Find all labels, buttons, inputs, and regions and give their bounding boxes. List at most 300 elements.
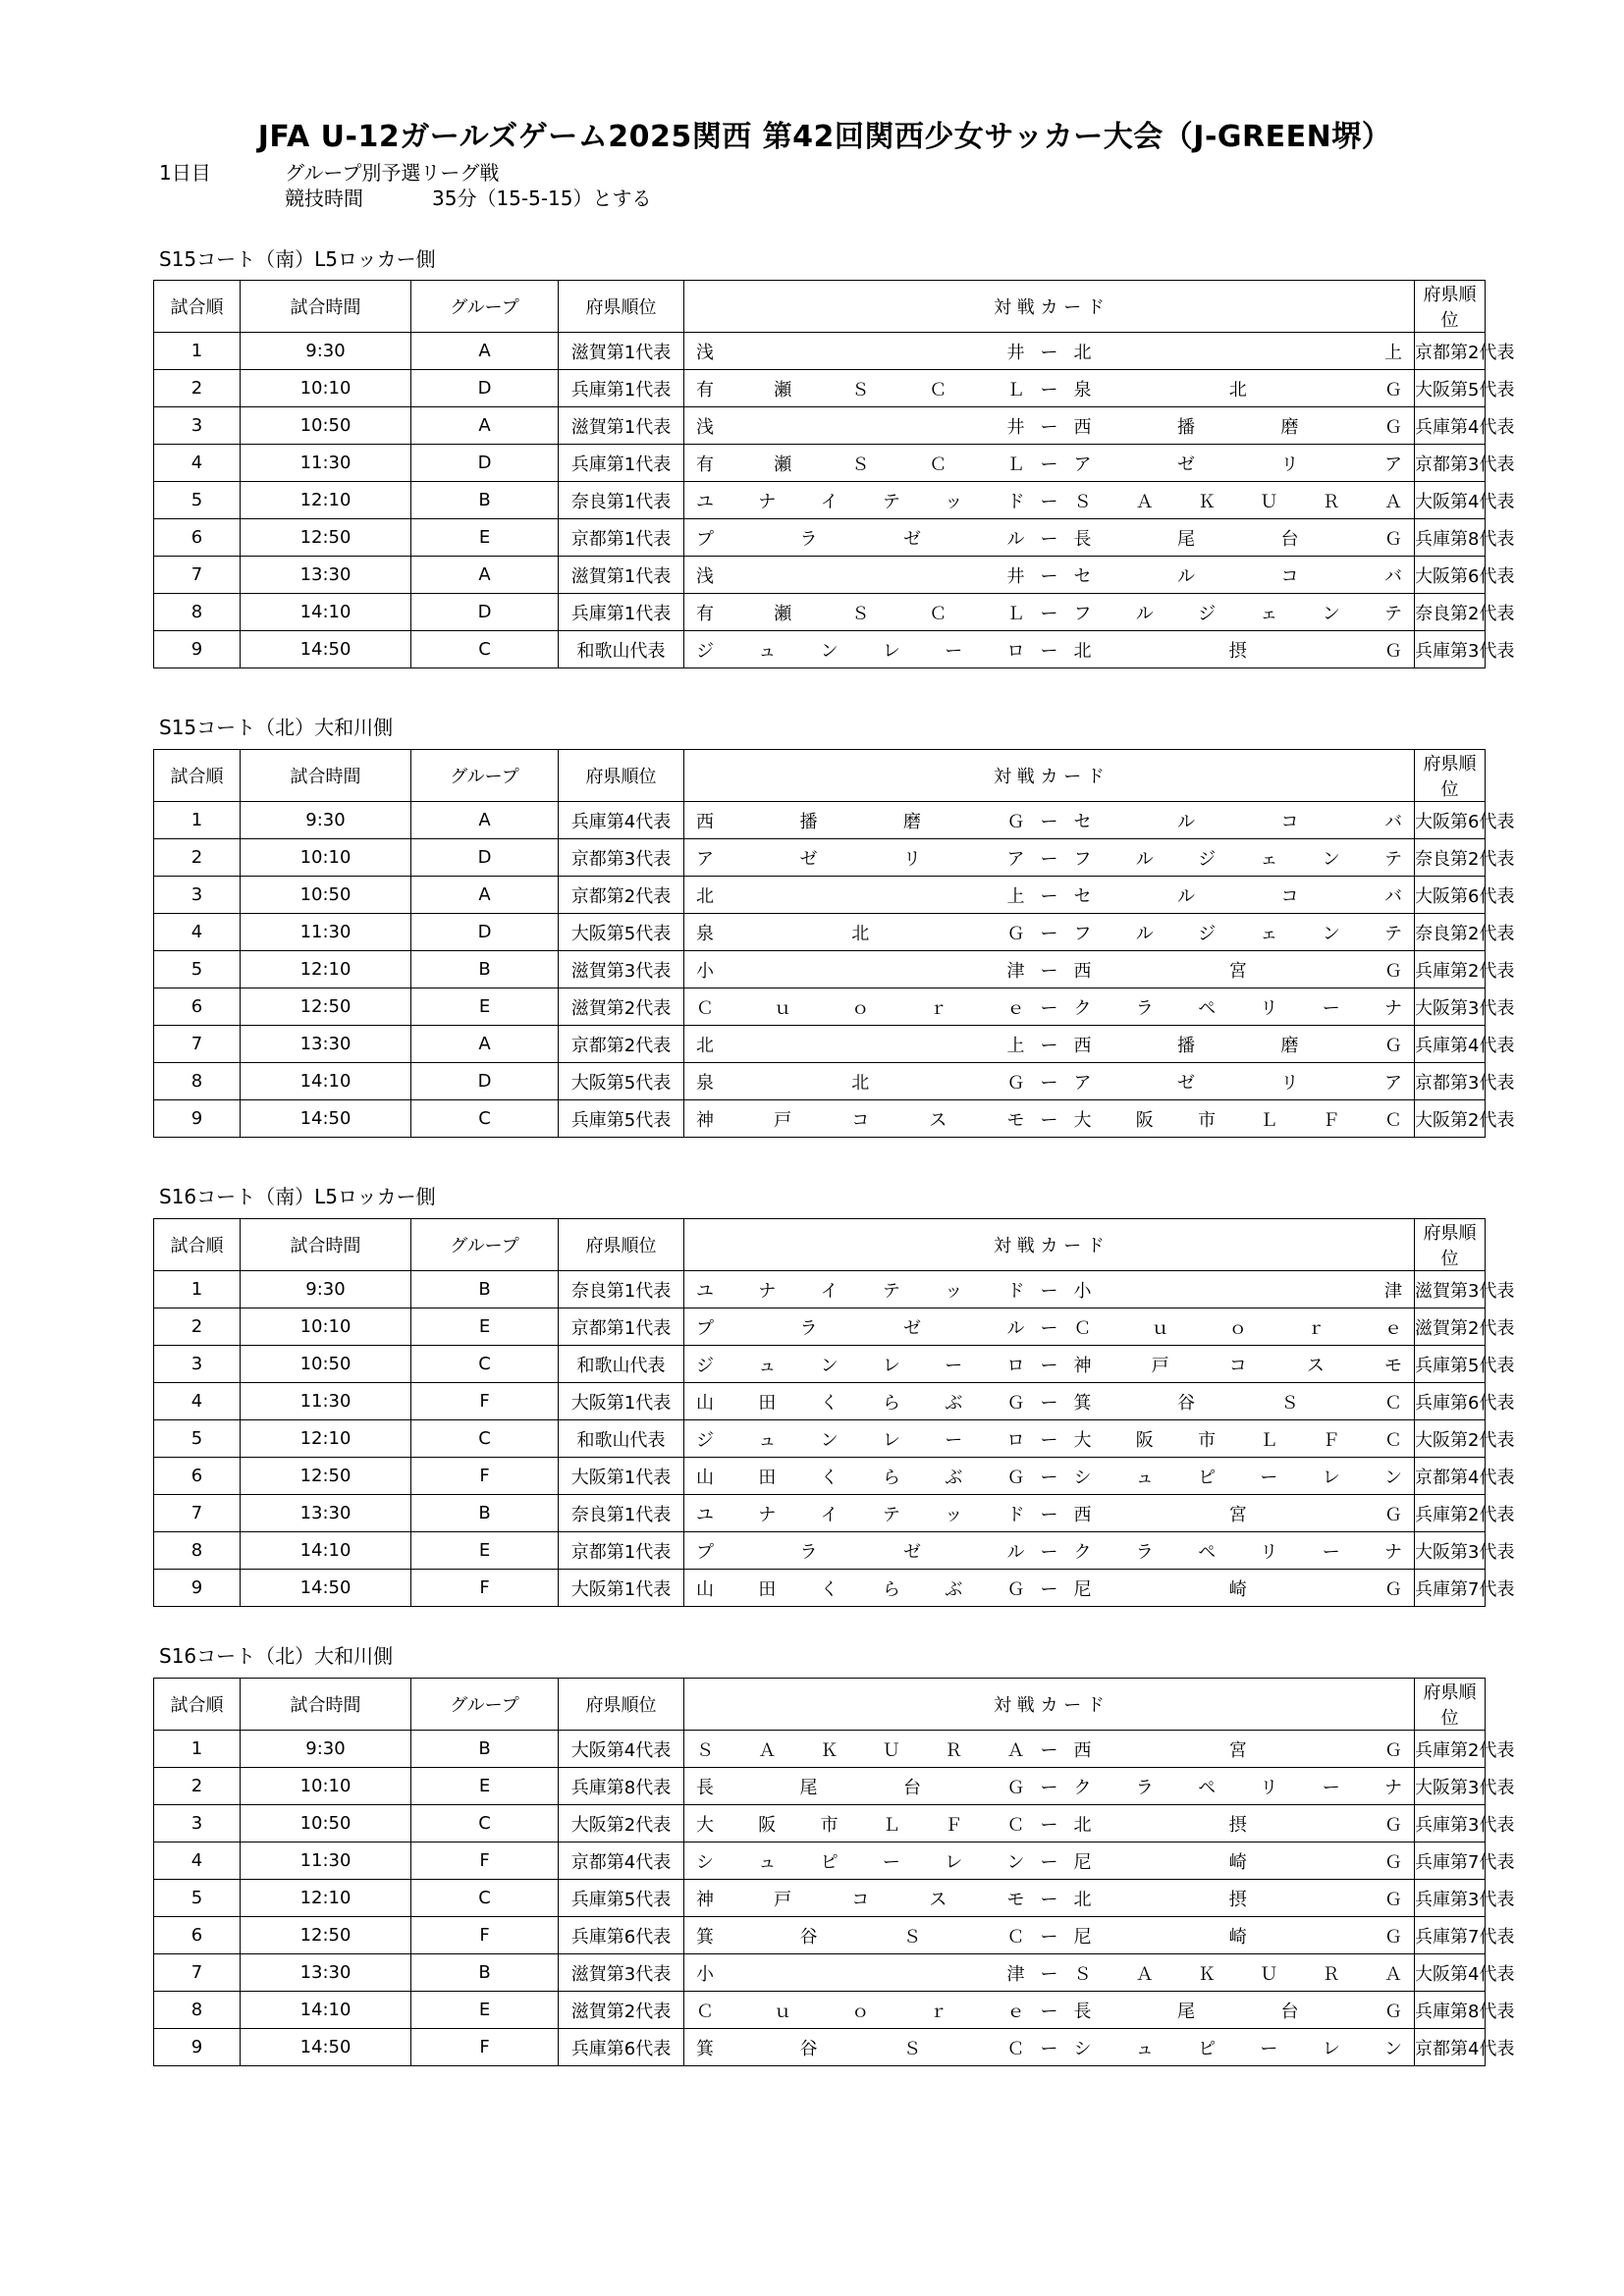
table-row: [154, 1842, 1486, 1880]
match-order: 4: [154, 1842, 241, 1880]
match-card-content: [696, 1811, 1402, 1837]
home-team-name: 泉 北 Ｇ: [696, 1072, 1025, 1094]
home-team-name: 浅 井: [696, 565, 1025, 587]
group: F: [411, 1570, 559, 1607]
versus-dash: ー: [1040, 923, 1058, 944]
header-row: [154, 1219, 1486, 1271]
header-match-time: 試合時間: [241, 281, 411, 333]
home-team-name: 有 瀬 Ｓ Ｃ Ｌ: [696, 603, 1025, 624]
match-card: [684, 914, 1415, 951]
match-time: 14:10: [241, 1992, 411, 2029]
match-time: 14:10: [241, 1532, 411, 1570]
match-card-content: [696, 376, 1402, 401]
group: E: [411, 1308, 559, 1346]
match-card-content: [696, 808, 1402, 833]
match-card-content: [696, 525, 1402, 551]
away-team-name: 長 尾 台 Ｇ: [1073, 528, 1402, 550]
table-row: [154, 1532, 1486, 1570]
home-rank: 奈良第1代表: [559, 482, 684, 519]
match-card: [684, 1495, 1415, 1532]
match-time: 9:30: [241, 1731, 411, 1768]
match-card: [684, 1458, 1415, 1495]
match-order: 2: [154, 1308, 241, 1346]
home-team-name: 有 瀬 Ｓ Ｃ Ｌ: [696, 379, 1025, 400]
away-rank: 兵庫第6代表: [1415, 1383, 1486, 1420]
match-card: [684, 877, 1415, 914]
match-card: [684, 1842, 1415, 1880]
home-team-name: プ ラ ゼ ル: [696, 1541, 1025, 1563]
table-row: [154, 1570, 1486, 1607]
away-team-name: 西 宮 Ｇ: [1073, 1739, 1402, 1761]
away-rank: 大阪第6代表: [1415, 877, 1486, 914]
away-team-name: 泉 北 Ｇ: [1073, 379, 1402, 400]
match-order: 6: [154, 519, 241, 557]
home-rank: 滋賀第3代表: [559, 951, 684, 988]
match-card-content: [696, 1032, 1402, 1057]
match-card: [684, 1420, 1415, 1458]
match-order: 4: [154, 1383, 241, 1420]
home-team-name: 長 尾 台 Ｇ: [696, 1777, 1025, 1798]
group: F: [411, 1383, 559, 1420]
match-time: 13:30: [241, 557, 411, 594]
match-card-content: [696, 339, 1402, 364]
table-row: [154, 1420, 1486, 1458]
away-team-name: Ｃ ｕ ｏ ｒ ｅ: [1073, 1317, 1402, 1339]
match-card-content: [696, 1314, 1402, 1340]
table-row: [154, 1880, 1486, 1917]
home-rank: 兵庫第1代表: [559, 445, 684, 482]
home-team-name: シ ュ ピ ー レ ン: [696, 1851, 1025, 1873]
away-rank: 兵庫第8代表: [1415, 1992, 1486, 2029]
match-card-content: [696, 413, 1402, 439]
table-row: [154, 1308, 1486, 1346]
match-card-content: [696, 1277, 1402, 1303]
table-row: [154, 370, 1486, 407]
table-row: [154, 333, 1486, 370]
match-order: 3: [154, 1805, 241, 1842]
away-team-name: ク ラ ペ リ ー ナ: [1073, 1777, 1402, 1798]
group: D: [411, 1063, 559, 1100]
match-card: [684, 1768, 1415, 1805]
table-row: [154, 1731, 1486, 1768]
home-team-name: Ｃ ｕ ｏ ｒ ｅ: [696, 997, 1025, 1019]
away-team-name: フ ル ジ ェ ン テ: [1073, 603, 1402, 624]
match-card: [684, 951, 1415, 988]
match-card-content: [696, 1538, 1402, 1564]
match-card: [684, 407, 1415, 445]
versus-dash: ー: [1040, 1072, 1058, 1094]
match-card: [684, 1880, 1415, 1917]
versus-dash: ー: [1040, 960, 1058, 982]
group: B: [411, 482, 559, 519]
match-time: 13:30: [241, 1954, 411, 1992]
match-time: 12:50: [241, 519, 411, 557]
away-team-name: 長 尾 台 Ｇ: [1073, 2001, 1402, 2022]
home-rank: 和歌山代表: [559, 1346, 684, 1383]
match-order: 1: [154, 1731, 241, 1768]
match-order: 8: [154, 594, 241, 631]
group: E: [411, 1992, 559, 2029]
home-rank: 兵庫第1代表: [559, 594, 684, 631]
match-card-content: [696, 882, 1402, 908]
table-row: [154, 1495, 1486, 1532]
match-order: 8: [154, 1992, 241, 2029]
group: D: [411, 839, 559, 877]
home-rank: 大阪第5代表: [559, 1063, 684, 1100]
versus-dash: ー: [1040, 1578, 1058, 1600]
schedule-table: [153, 749, 1515, 1138]
match-time: 12:10: [241, 1420, 411, 1458]
section-title: S15コート（南）L5ロッカー側: [159, 247, 436, 271]
match-time: 13:30: [241, 1026, 411, 1063]
versus-dash: ー: [1040, 885, 1058, 907]
match-order: 6: [154, 1458, 241, 1495]
home-team-name: 神 戸 コ ス モ: [696, 1889, 1025, 1910]
versus-dash: ー: [1040, 528, 1058, 550]
away-team-name: 西 播 磨 Ｇ: [1073, 416, 1402, 438]
away-rank: 大阪第2代表: [1415, 1100, 1486, 1138]
group: F: [411, 2029, 559, 2066]
header-group: グループ: [411, 281, 559, 333]
match-card: [684, 1570, 1415, 1607]
group: C: [411, 1805, 559, 1842]
away-team-name: セ ル コ バ: [1073, 811, 1402, 832]
match-time: 14:50: [241, 2029, 411, 2066]
match-order: 1: [154, 333, 241, 370]
match-time: 12:10: [241, 951, 411, 988]
header-away-rank: 府県順位: [1415, 1219, 1486, 1271]
away-rank: 大阪第3代表: [1415, 988, 1486, 1026]
away-rank: 大阪第6代表: [1415, 557, 1486, 594]
match-order: 7: [154, 1026, 241, 1063]
match-card: [684, 519, 1415, 557]
group: C: [411, 1346, 559, 1383]
home-team-name: 有 瀬 Ｓ Ｃ Ｌ: [696, 454, 1025, 475]
day-label: 1日目: [159, 161, 211, 185]
home-rank: 滋賀第1代表: [559, 333, 684, 370]
match-card: [684, 594, 1415, 631]
versus-dash: ー: [1040, 565, 1058, 587]
home-team-name: ユ ナ イ テ ッ ド: [696, 1280, 1025, 1302]
home-team-name: 山 田 く ら ぶ Ｇ: [696, 1467, 1025, 1488]
group: B: [411, 1954, 559, 1992]
subtitle: グループ別予選リーグ戦: [285, 161, 500, 185]
header-match-card: 対 戦 カ ー ド: [684, 1219, 1415, 1271]
home-team-name: Ｃ ｕ ｏ ｒ ｅ: [696, 2001, 1025, 2022]
away-rank: 兵庫第4代表: [1415, 1026, 1486, 1063]
away-team-name: 尼 崎 Ｇ: [1073, 1926, 1402, 1948]
match-order: 9: [154, 2029, 241, 2066]
away-rank: 奈良第2代表: [1415, 914, 1486, 951]
match-time: 12:50: [241, 1458, 411, 1495]
match-card: [684, 445, 1415, 482]
match-time: 11:30: [241, 1383, 411, 1420]
match-card: [684, 370, 1415, 407]
match-card-content: [696, 1886, 1402, 1911]
header-match-time: 試合時間: [241, 1679, 411, 1731]
away-team-name: 尼 崎 Ｇ: [1073, 1578, 1402, 1600]
match-card-content: [696, 1352, 1402, 1377]
match-order: 4: [154, 914, 241, 951]
away-team-name: ク ラ ペ リ ー ナ: [1073, 1541, 1402, 1563]
match-order: 5: [154, 482, 241, 519]
match-order: 9: [154, 1570, 241, 1607]
away-rank: 京都第3代表: [1415, 445, 1486, 482]
group: C: [411, 1880, 559, 1917]
away-team-name: セ ル コ バ: [1073, 885, 1402, 907]
versus-dash: ー: [1040, 997, 1058, 1019]
match-time: 11:30: [241, 1842, 411, 1880]
home-team-name: 小 津: [696, 960, 1025, 982]
group: F: [411, 1842, 559, 1880]
header-row: [154, 750, 1486, 802]
versus-dash: ー: [1040, 1541, 1058, 1563]
home-rank: 兵庫第8代表: [559, 1768, 684, 1805]
away-rank: 滋賀第2代表: [1415, 1308, 1486, 1346]
table-row: [154, 2029, 1486, 2066]
group: E: [411, 988, 559, 1026]
match-order: 3: [154, 877, 241, 914]
versus-dash: ー: [1040, 1777, 1058, 1798]
home-team-name: 箕 谷 Ｓ Ｃ: [696, 2038, 1025, 2059]
match-time: 14:50: [241, 1100, 411, 1138]
section-title: S15コート（北）大和川側: [159, 716, 394, 739]
match-card: [684, 1100, 1415, 1138]
home-rank: 大阪第4代表: [559, 1731, 684, 1768]
home-rank: 兵庫第5代表: [559, 1880, 684, 1917]
group: C: [411, 1420, 559, 1458]
match-order: 1: [154, 802, 241, 839]
away-rank: 大阪第4代表: [1415, 1954, 1486, 1992]
match-card-content: [696, 1464, 1402, 1489]
away-team-name: 西 播 磨 Ｇ: [1073, 1035, 1402, 1056]
table-row: [154, 914, 1486, 951]
table-row: [154, 482, 1486, 519]
match-card-content: [696, 637, 1402, 663]
away-rank: 大阪第3代表: [1415, 1532, 1486, 1570]
home-rank: 京都第4代表: [559, 1842, 684, 1880]
match-card: [684, 482, 1415, 519]
away-rank: 兵庫第8代表: [1415, 519, 1486, 557]
match-card-content: [696, 845, 1402, 871]
match-order: 3: [154, 407, 241, 445]
table-row: [154, 445, 1486, 482]
match-card-content: [696, 488, 1402, 513]
home-rank: 京都第1代表: [559, 1532, 684, 1570]
header-row: [154, 1679, 1486, 1731]
match-card-content: [696, 1960, 1402, 1986]
match-order: 7: [154, 1954, 241, 1992]
group: B: [411, 1731, 559, 1768]
match-card: [684, 839, 1415, 877]
match-order: 7: [154, 1495, 241, 1532]
away-rank: 兵庫第2代表: [1415, 951, 1486, 988]
table-row: [154, 519, 1486, 557]
away-team-name: セ ル コ バ: [1073, 565, 1402, 587]
match-order: 5: [154, 1880, 241, 1917]
away-team-name: Ｓ Ａ Ｋ Ｕ Ｒ Ａ: [1073, 1963, 1402, 1985]
match-order: 7: [154, 557, 241, 594]
away-rank: 京都第3代表: [1415, 1063, 1486, 1100]
versus-dash: ー: [1040, 416, 1058, 438]
away-rank: 兵庫第5代表: [1415, 1346, 1486, 1383]
page-title: JFA U-12ガールズゲーム2025関西 第42回関西少女サッカー大会（J-GREEN堺）: [257, 120, 1392, 154]
away-rank: 兵庫第2代表: [1415, 1495, 1486, 1532]
header-match-time: 試合時間: [241, 1219, 411, 1271]
table-row: [154, 1346, 1486, 1383]
versus-dash: ー: [1040, 1355, 1058, 1376]
away-team-name: 神 戸 コ ス モ: [1073, 1355, 1402, 1376]
match-card: [684, 1532, 1415, 1570]
match-time: 14:10: [241, 594, 411, 631]
group: B: [411, 1495, 559, 1532]
group: A: [411, 802, 559, 839]
match-card-content: [696, 1998, 1402, 2023]
away-team-name: 北 摂 Ｇ: [1073, 1814, 1402, 1836]
match-card: [684, 557, 1415, 594]
match-card-content: [696, 920, 1402, 945]
match-card-content: [696, 1069, 1402, 1095]
table-row: [154, 802, 1486, 839]
home-team-name: Ｓ Ａ Ｋ Ｕ Ｒ Ａ: [696, 1739, 1025, 1761]
away-team-name: Ｓ Ａ Ｋ Ｕ Ｒ Ａ: [1073, 491, 1402, 512]
away-rank: 兵庫第7代表: [1415, 1570, 1486, 1607]
home-team-name: プ ラ ゼ ル: [696, 1317, 1025, 1339]
home-team-name: ユ ナ イ テ ッ ド: [696, 1504, 1025, 1525]
table-row: [154, 1768, 1486, 1805]
match-order: 2: [154, 370, 241, 407]
versus-dash: ー: [1040, 640, 1058, 662]
home-team-name: ア ゼ リ ア: [696, 848, 1025, 870]
home-team-name: ジ ュ ン レ ー ロ: [696, 1429, 1025, 1451]
match-card-content: [696, 1736, 1402, 1762]
home-rank: 大阪第1代表: [559, 1458, 684, 1495]
home-rank: 京都第2代表: [559, 1026, 684, 1063]
home-rank: 滋賀第3代表: [559, 1954, 684, 1992]
away-team-name: 小 津: [1073, 1280, 1402, 1302]
versus-dash: ー: [1040, 848, 1058, 870]
home-rank: 大阪第1代表: [559, 1383, 684, 1420]
match-card: [684, 988, 1415, 1026]
away-rank: 兵庫第3代表: [1415, 631, 1486, 668]
home-rank: 大阪第1代表: [559, 1570, 684, 1607]
home-rank: 兵庫第6代表: [559, 2029, 684, 2066]
away-rank: 京都第2代表: [1415, 333, 1486, 370]
away-team-name: フ ル ジ ェ ン テ: [1073, 848, 1402, 870]
match-order: 5: [154, 951, 241, 988]
match-time: 14:50: [241, 1570, 411, 1607]
away-team-name: 西 宮 Ｇ: [1073, 960, 1402, 982]
header-row: [154, 281, 1486, 333]
table-row: [154, 1383, 1486, 1420]
versus-dash: ー: [1040, 342, 1058, 363]
group: A: [411, 877, 559, 914]
home-team-name: ジ ュ ン レ ー ロ: [696, 1355, 1025, 1376]
match-time: 9:30: [241, 802, 411, 839]
match-time: 12:10: [241, 1880, 411, 1917]
away-rank: 兵庫第7代表: [1415, 1842, 1486, 1880]
match-order: 5: [154, 1420, 241, 1458]
header-group: グループ: [411, 750, 559, 802]
match-card: [684, 802, 1415, 839]
versus-dash: ー: [1040, 1317, 1058, 1339]
match-time: 9:30: [241, 333, 411, 370]
away-team-name: 北 上: [1073, 342, 1402, 363]
home-team-name: 北 上: [696, 1035, 1025, 1056]
away-rank: 大阪第6代表: [1415, 802, 1486, 839]
section-title: S16コート（南）L5ロッカー側: [159, 1185, 436, 1208]
away-team-name: シ ュ ピ ー レ ン: [1073, 1467, 1402, 1488]
home-rank: 兵庫第5代表: [559, 1100, 684, 1138]
match-time: 10:10: [241, 839, 411, 877]
home-rank: 和歌山代表: [559, 1420, 684, 1458]
match-card: [684, 1063, 1415, 1100]
home-rank: 大阪第2代表: [559, 1805, 684, 1842]
table-row: [154, 1063, 1486, 1100]
header-match-order: 試合順: [154, 1219, 241, 1271]
match-time: 10:50: [241, 877, 411, 914]
match-card: [684, 631, 1415, 668]
match-card-content: [696, 1848, 1402, 1874]
away-team-name: 北 摂 Ｇ: [1073, 1889, 1402, 1910]
match-order: 6: [154, 988, 241, 1026]
away-team-name: 西 宮 Ｇ: [1073, 1504, 1402, 1525]
home-rank: 和歌山代表: [559, 631, 684, 668]
match-card-content: [696, 1389, 1402, 1415]
match-card: [684, 1271, 1415, 1308]
match-time: 14:10: [241, 1063, 411, 1100]
group: A: [411, 333, 559, 370]
group: D: [411, 445, 559, 482]
away-rank: 兵庫第3代表: [1415, 1805, 1486, 1842]
match-card: [684, 1805, 1415, 1842]
group: B: [411, 1271, 559, 1308]
match-card: [684, 1992, 1415, 2029]
match-order: 9: [154, 1100, 241, 1138]
match-time: 12:10: [241, 482, 411, 519]
match-card-content: [696, 1774, 1402, 1799]
away-rank: 大阪第3代表: [1415, 1768, 1486, 1805]
home-rank: 大阪第5代表: [559, 914, 684, 951]
match-order: 8: [154, 1063, 241, 1100]
header-match-card: 対 戦 カ ー ド: [684, 750, 1415, 802]
group: A: [411, 407, 559, 445]
table-row: [154, 594, 1486, 631]
versus-dash: ー: [1040, 2001, 1058, 2022]
table-row: [154, 1917, 1486, 1954]
header-match-order: 試合順: [154, 750, 241, 802]
home-team-name: 泉 北 Ｇ: [696, 923, 1025, 944]
home-team-name: プ ラ ゼ ル: [696, 528, 1025, 550]
group: C: [411, 631, 559, 668]
table-row: [154, 631, 1486, 668]
header-match-time: 試合時間: [241, 750, 411, 802]
match-order: 1: [154, 1271, 241, 1308]
versus-dash: ー: [1040, 379, 1058, 400]
match-card-content: [696, 451, 1402, 476]
versus-dash: ー: [1040, 603, 1058, 624]
away-team-name: シ ュ ピ ー レ ン: [1073, 2038, 1402, 2059]
home-rank: 滋賀第1代表: [559, 557, 684, 594]
header-match-card: 対 戦 カ ー ド: [684, 281, 1415, 333]
home-team-name: 箕 谷 Ｓ Ｃ: [696, 1926, 1025, 1948]
home-rank: 京都第2代表: [559, 877, 684, 914]
match-card-content: [696, 1923, 1402, 1949]
versus-dash: ー: [1040, 1851, 1058, 1873]
duration-value: 35分（15-5-15）とする: [432, 187, 652, 210]
versus-dash: ー: [1040, 1814, 1058, 1836]
table-row: [154, 1100, 1486, 1138]
